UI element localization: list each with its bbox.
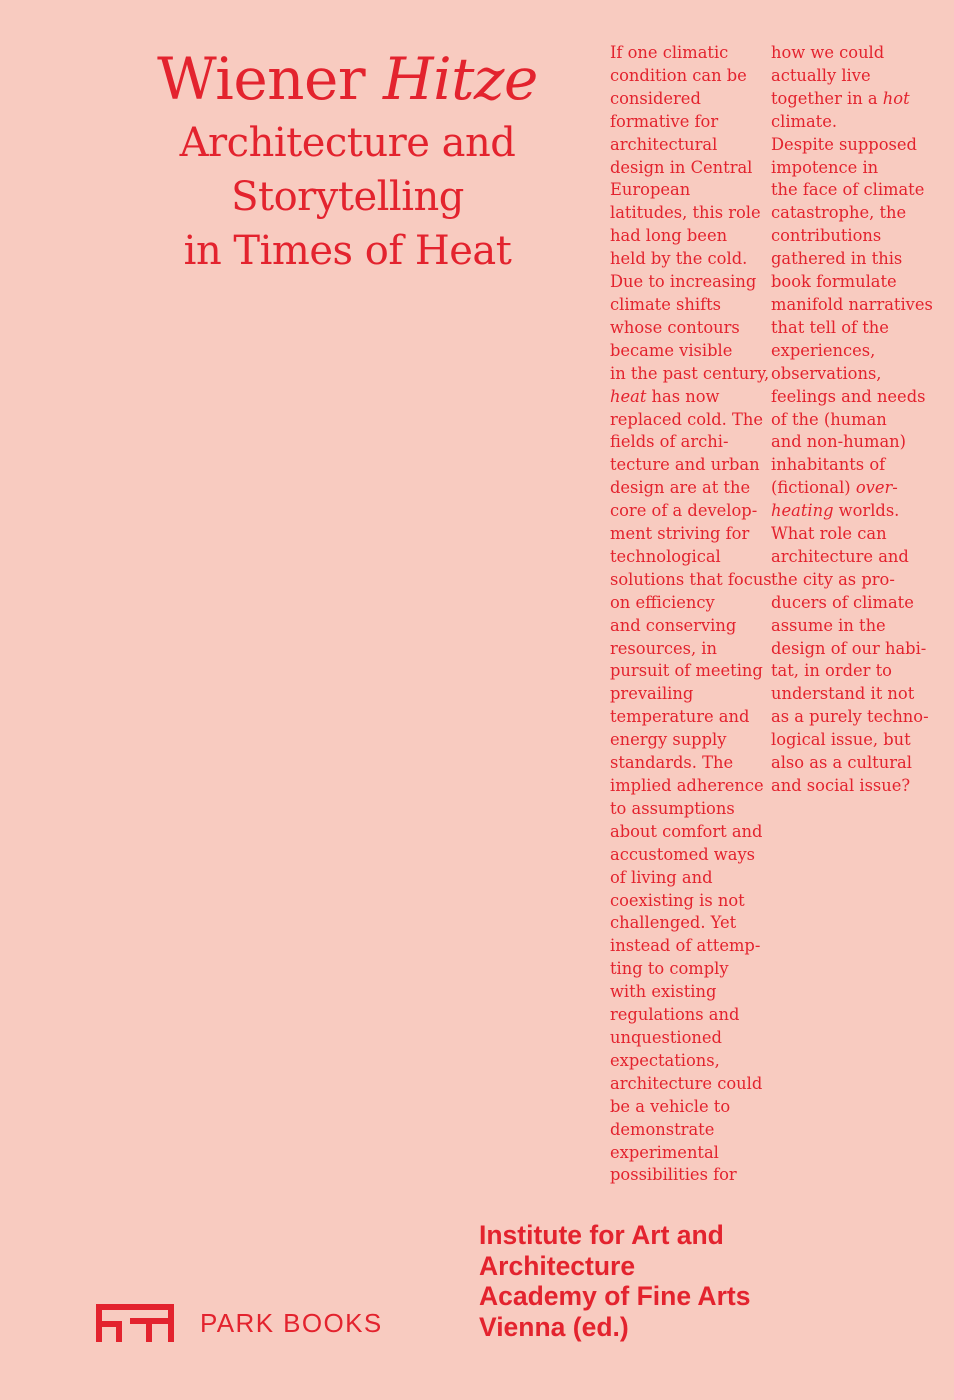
credit-line: Institute for Art and (479, 1220, 724, 1250)
credit-line: Architecture (479, 1250, 636, 1281)
blurb-line: energy supply (610, 730, 727, 750)
blurb-line: and social issue? (771, 776, 911, 795)
blurb-line: manifold narratives (771, 294, 933, 314)
publisher (96, 1304, 383, 1342)
editor-credits (479, 1220, 750, 1342)
blurb-line: in the past century, (610, 363, 770, 383)
blurb-line: actually live (771, 65, 871, 85)
subtitle-line: Architecture and (179, 120, 516, 166)
blurb-line: experimental (610, 1142, 719, 1162)
blurb-line: considered (610, 88, 701, 108)
blurb-line: accustomed ways (610, 844, 755, 864)
subtitle-line: in Times of Heat (183, 228, 512, 274)
blurb-line: solutions that focus (610, 569, 772, 589)
blurb-line: book formulate (771, 272, 897, 292)
blurb-line: architecture could (610, 1073, 763, 1093)
blurb-line: and non-human) (771, 432, 907, 452)
blurb-line: core of a develop- (610, 501, 758, 521)
blurb-line: climate shifts (610, 294, 722, 314)
blurb-line: architecture and (771, 546, 909, 566)
blurb-line: of the (human (771, 409, 887, 429)
blurb-line: heat has now (610, 386, 720, 406)
blurb-line: expectations, (610, 1050, 720, 1070)
blurb-line: architectural (610, 134, 718, 154)
title-italic: Hitze (382, 45, 538, 113)
blurb-line: as a purely techno- (771, 707, 929, 727)
title-block (100, 46, 595, 278)
blurb-line: Due to increasing (610, 272, 757, 292)
blurb-line: feelings and needs (771, 386, 926, 406)
blurb-line: gathered in this (771, 249, 903, 269)
blurb-line: instead of attemp- (610, 936, 761, 956)
blurb-line: became visible (610, 340, 733, 360)
blurb-line: logical issue, but (771, 730, 911, 750)
blurb-line: resources, in (610, 638, 717, 658)
blurb-line: formative for (610, 111, 719, 131)
subtitle-line: Storytelling (231, 174, 464, 220)
blurb-line: If one climatic (610, 43, 729, 62)
blurb-line: of living and (610, 867, 713, 887)
blurb-line: also as a cultural (771, 753, 912, 773)
blurb-line: implied adherence (610, 776, 764, 795)
blurb-line: tecture and urban (610, 455, 760, 475)
blurb-line: design of our habi- (771, 638, 927, 658)
blurb-line: impotence in (771, 157, 879, 177)
blurb-line: What role can (771, 524, 887, 544)
blurb-line: coexisting is not (610, 890, 745, 910)
blurb-column-2 (771, 42, 931, 798)
blurb-line: tat, in order to (771, 661, 892, 681)
blurb-line: experiences, (771, 340, 876, 360)
blurb-line: European (610, 180, 691, 200)
blurb-line: replaced cold. The (610, 409, 763, 429)
blurb-line: inhabitants of (771, 455, 886, 475)
blurb-line: design in Central (610, 157, 753, 177)
blurb-line: ting to comply (610, 959, 729, 979)
credit-line: Vienna (ed.) (479, 1311, 629, 1342)
blurb-line: Despite supposed (771, 134, 917, 154)
blurb-line: challenged. Yet (610, 913, 737, 933)
blurb-line: held by the cold. (610, 249, 748, 269)
blurb-line: technological (610, 546, 721, 566)
blurb-column-1 (610, 42, 772, 1187)
blurb-line: together in a hot (771, 88, 910, 108)
blurb-line: contributions (771, 226, 882, 246)
blurb-line: prevailing (610, 684, 694, 704)
blurb-line: had long been (610, 226, 728, 246)
blurb-line: latitudes, this role (610, 203, 761, 223)
blurb-line: (fictional) over- (771, 478, 898, 498)
blurb-line: the city as pro- (771, 569, 895, 589)
blurb-line: to assumptions (610, 798, 735, 818)
blurb-line: climate. (771, 111, 838, 131)
blurb-line: standards. The (610, 753, 734, 773)
blurb-line: temperature and (610, 707, 750, 727)
blurb-line: demonstrate (610, 1119, 715, 1139)
blurb-line: how we could (771, 43, 885, 62)
blurb-line: assume in the (771, 615, 886, 635)
blurb-line: pursuit of meeting (610, 661, 763, 681)
title-plain: Wiener (157, 45, 366, 113)
blurb-line: regulations and (610, 1005, 740, 1025)
blurb-line: about comfort and (610, 821, 763, 841)
blurb-line: possibilities for (610, 1165, 737, 1185)
blurb-line: catastrophe, the (771, 203, 907, 223)
blurb-line: and conserving (610, 615, 737, 635)
book-title (100, 46, 595, 112)
blurb-line: condition can be (610, 65, 747, 85)
book-subtitle (100, 116, 595, 278)
blurb-line: fields of archi- (610, 432, 729, 452)
blurb-line: design are at the (610, 478, 751, 498)
blurb-line: understand it not (771, 684, 915, 704)
credit-line: Academy of Fine Arts (479, 1281, 751, 1311)
blurb-line: with existing (610, 982, 717, 1002)
blurb-line: be a vehicle to (610, 1096, 731, 1116)
blurb-line: unquestioned (610, 1027, 722, 1047)
park-books-logo-icon (96, 1304, 174, 1342)
publisher-name: PARK BOOKS (200, 1308, 383, 1338)
blurb-line: on efficiency (610, 592, 715, 612)
blurb-line: that tell of the (771, 317, 889, 337)
blurb-line: ducers of climate (771, 592, 914, 612)
blurb-line: ment striving for (610, 524, 750, 544)
blurb-line: heating worlds. (771, 501, 900, 521)
blurb-line: whose contours (610, 317, 740, 337)
blurb-line: observations, (771, 363, 882, 383)
blurb-line: the face of climate (771, 180, 925, 200)
